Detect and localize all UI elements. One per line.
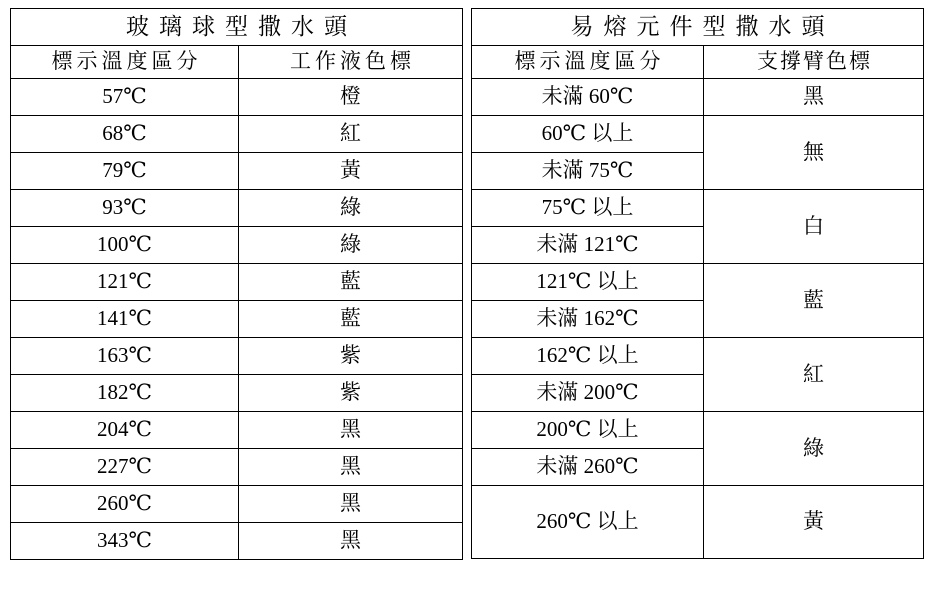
right-header-temp: 標示溫度區分 <box>472 46 704 79</box>
table-row <box>11 153 463 190</box>
right-temp-cell: 121℃ 以上 <box>472 264 704 301</box>
left-temp-cell: 68℃ <box>11 116 239 153</box>
table-row <box>11 338 463 375</box>
right-temp-cell: 200℃ 以上 <box>472 412 704 449</box>
right-temp-cell: 260℃ 以上 <box>472 486 704 559</box>
left-color-cell: 橙 <box>239 79 463 116</box>
table-row <box>11 486 463 523</box>
left-temp-cell: 100℃ <box>11 227 239 264</box>
left-temp-cell: 121℃ <box>11 264 239 301</box>
table-row <box>11 79 463 116</box>
right-color-cell: 黃 <box>704 486 924 559</box>
left-temp-cell: 260℃ <box>11 486 239 523</box>
left-temp-cell: 141℃ <box>11 301 239 338</box>
left-temp-cell: 204℃ <box>11 412 239 449</box>
glass-bulb-sprinkler-table <box>10 8 463 560</box>
right-color-cell: 無 <box>704 116 924 190</box>
table-row <box>11 449 463 486</box>
table-row <box>472 46 924 79</box>
table-row <box>472 116 924 153</box>
left-color-cell: 綠 <box>239 190 463 227</box>
left-temp-cell: 182℃ <box>11 375 239 412</box>
left-color-cell: 藍 <box>239 264 463 301</box>
left-temp-cell: 163℃ <box>11 338 239 375</box>
right-temp-cell: 未滿 121℃ <box>472 227 704 264</box>
right-color-cell: 藍 <box>704 264 924 338</box>
left-temp-cell: 93℃ <box>11 190 239 227</box>
table-row <box>472 264 924 301</box>
tables-container <box>10 8 923 560</box>
left-header-color: 工作液色標 <box>239 46 463 79</box>
right-temp-cell: 162℃ 以上 <box>472 338 704 375</box>
right-table-title: 易熔元件型撒水頭 <box>472 9 924 46</box>
left-temp-cell: 227℃ <box>11 449 239 486</box>
right-temp-cell: 75℃ 以上 <box>472 190 704 227</box>
right-temp-cell: 未滿 60℃ <box>472 79 704 116</box>
table-row <box>11 301 463 338</box>
right-color-cell: 白 <box>704 190 924 264</box>
table-row <box>11 523 463 560</box>
left-color-cell: 黑 <box>239 449 463 486</box>
left-temp-cell: 57℃ <box>11 79 239 116</box>
table-row <box>472 190 924 227</box>
table-row <box>11 264 463 301</box>
left-temp-cell: 343℃ <box>11 523 239 560</box>
left-color-cell: 藍 <box>239 301 463 338</box>
right-color-cell: 黑 <box>704 79 924 116</box>
left-table-title: 玻璃球型撒水頭 <box>11 9 463 46</box>
table-row <box>11 116 463 153</box>
right-temp-cell: 60℃ 以上 <box>472 116 704 153</box>
right-temp-cell: 未滿 260℃ <box>472 449 704 486</box>
right-temp-cell: 未滿 162℃ <box>472 301 704 338</box>
right-color-cell: 綠 <box>704 412 924 486</box>
right-temp-cell: 未滿 200℃ <box>472 375 704 412</box>
fusible-element-sprinkler-table <box>471 8 924 559</box>
left-color-cell: 紫 <box>239 338 463 375</box>
right-temp-cell: 未滿 75℃ <box>472 153 704 190</box>
table-row <box>11 412 463 449</box>
right-header-color: 支撐臂色標 <box>704 46 924 79</box>
left-header-temp: 標示溫度區分 <box>11 46 239 79</box>
table-row <box>472 79 924 116</box>
table-row <box>472 412 924 449</box>
table-row <box>472 9 924 46</box>
table-row <box>11 227 463 264</box>
right-color-cell: 紅 <box>704 338 924 412</box>
left-color-cell: 綠 <box>239 227 463 264</box>
left-color-cell: 黑 <box>239 412 463 449</box>
table-row <box>472 338 924 375</box>
table-row <box>11 46 463 79</box>
left-color-cell: 黑 <box>239 486 463 523</box>
table-row <box>11 375 463 412</box>
table-row <box>11 190 463 227</box>
left-color-cell: 黑 <box>239 523 463 560</box>
left-color-cell: 黃 <box>239 153 463 190</box>
table-row <box>11 9 463 46</box>
left-temp-cell: 79℃ <box>11 153 239 190</box>
left-color-cell: 紅 <box>239 116 463 153</box>
left-color-cell: 紫 <box>239 375 463 412</box>
